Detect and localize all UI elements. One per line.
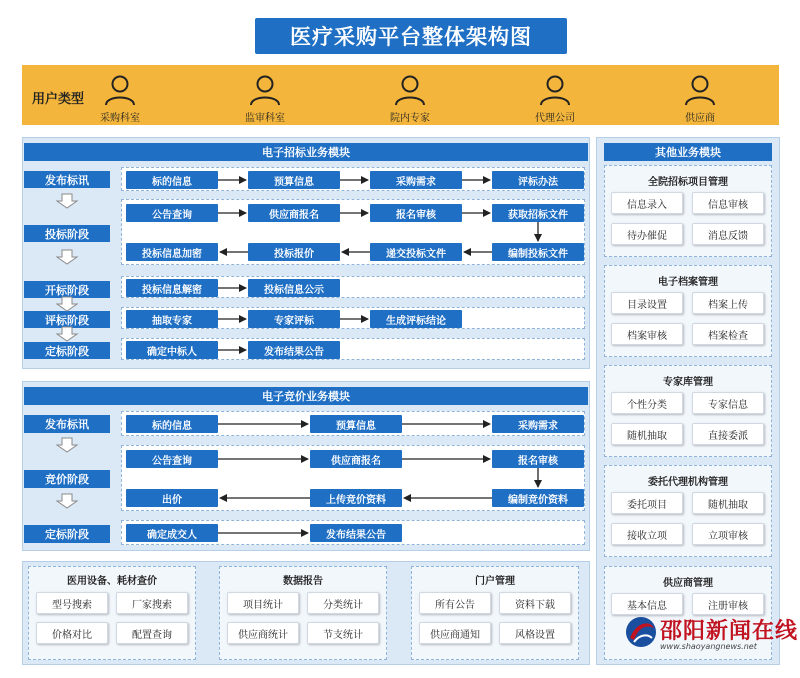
- user-icon: [248, 74, 282, 106]
- user-icon: [538, 74, 572, 106]
- tender-stage-3: 评标阶段: [24, 311, 110, 328]
- user-icon: [683, 74, 717, 106]
- tender-node: 公告查询: [126, 204, 218, 222]
- bottom-group-item: 供应商通知: [419, 622, 491, 644]
- bottom-group-item: 价格对比: [36, 622, 108, 644]
- tender-node: 预算信息: [248, 171, 340, 189]
- tender-node: 递交投标文件: [370, 243, 462, 261]
- tender-node: 确定中标人: [126, 341, 218, 359]
- tender-module-title: 电子招标业务模块: [24, 143, 588, 161]
- bottom-group-item: 风格设置: [499, 622, 571, 644]
- other-group-item: 专家信息: [692, 392, 764, 414]
- bid-node: 发布结果公告: [310, 524, 402, 542]
- bottom-group-item: 供应商统计: [227, 622, 299, 644]
- bid-module-title: 电子竞价业务模块: [24, 387, 588, 405]
- tender-node: 专家评标: [248, 310, 340, 328]
- bottom-group-item: 所有公告: [419, 592, 491, 614]
- other-group-title: 供应商管理: [663, 578, 713, 589]
- tender-node: 供应商报名: [248, 204, 340, 222]
- other-group-title: 电子档案管理: [658, 277, 718, 288]
- tender-node: 报名审核: [370, 204, 462, 222]
- tender-node: 获取招标文件: [492, 204, 584, 222]
- user-type-4: [660, 74, 740, 124]
- user-type-1: [225, 74, 305, 124]
- bottom-group-title: 门户管理: [475, 576, 515, 587]
- tender-node: 编制投标文件: [492, 243, 584, 261]
- other-group-item: 直接委派: [692, 423, 764, 445]
- bid-node: 确定成交人: [126, 524, 218, 542]
- user-icon: [393, 74, 427, 106]
- other-group-item: 待办催促: [611, 223, 683, 245]
- user-type-label: 供应商: [685, 113, 715, 124]
- tender-node: 标的信息: [126, 171, 218, 189]
- bottom-group-title: 数据报告: [283, 576, 323, 587]
- other-group-item: 档案审核: [611, 323, 683, 345]
- other-group-item: 个性分类: [611, 392, 683, 414]
- user-type-label: 代理公司: [535, 113, 575, 124]
- user-type-0: [80, 74, 160, 124]
- bid-stage-0: 发布标讯: [24, 415, 110, 433]
- bid-node: 标的信息: [126, 415, 218, 433]
- bid-node: 上传竞价资料: [310, 489, 402, 507]
- bottom-group-item: 型号搜索: [36, 592, 108, 614]
- user-type-3: [515, 74, 595, 124]
- other-group-item: 消息反馈: [692, 223, 764, 245]
- other-group-item: 目录设置: [611, 292, 683, 314]
- other-group-item: 委托项目: [611, 492, 683, 514]
- bid-node: 采购需求: [492, 415, 584, 433]
- tender-node: 发布结果公告: [248, 341, 340, 359]
- other-group-item: 接收立项: [611, 523, 683, 545]
- tender-node: 投标信息解密: [126, 279, 218, 297]
- watermark-logo-icon: [624, 614, 658, 650]
- other-group-item: 随机抽取: [692, 492, 764, 514]
- other-group-item: 随机抽取: [611, 423, 683, 445]
- bid-node: 供应商报名: [310, 450, 402, 468]
- bottom-group-item: 节支统计: [307, 622, 379, 644]
- other-group-item: 信息录入: [611, 192, 683, 214]
- other-group-item: 档案检查: [692, 323, 764, 345]
- other-group-item: 信息审核: [692, 192, 764, 214]
- tender-node: 投标信息公示: [248, 279, 340, 297]
- watermark-url: www.shaoyangnews.net: [660, 642, 757, 651]
- tender-node: 投标信息加密: [126, 243, 218, 261]
- bid-stage-2: 定标阶段: [24, 525, 110, 543]
- other-module-title: 其他业务模块: [604, 143, 772, 161]
- bottom-group-item: 分类统计: [307, 592, 379, 614]
- tender-stage-2: 开标阶段: [24, 281, 110, 298]
- user-types-label: 用户类型: [32, 92, 85, 107]
- other-group-title: 委托代理机构管理: [648, 477, 728, 488]
- user-type-label: 监审科室: [245, 113, 285, 124]
- bid-node: 出价: [126, 489, 218, 507]
- other-group-item: 注册审核: [692, 593, 764, 615]
- other-group-item: 档案上传: [692, 292, 764, 314]
- bottom-group-item: 项目统计: [227, 592, 299, 614]
- bid-node: 编制竞价资料: [492, 489, 584, 507]
- tender-node: 投标报价: [248, 243, 340, 261]
- bottom-group-item: 厂家搜索: [116, 592, 188, 614]
- other-group-title: 专家库管理: [663, 377, 713, 388]
- other-group-item: 立项审核: [692, 523, 764, 545]
- watermark-text: 邵阳新闻在线: [660, 619, 799, 644]
- tender-node: 采购需求: [370, 171, 462, 189]
- bottom-group-item: 配置查询: [116, 622, 188, 644]
- bottom-group-item: 资料下载: [499, 592, 571, 614]
- user-type-label: 院内专家: [390, 113, 430, 124]
- tender-stage-4: 定标阶段: [24, 342, 110, 359]
- other-group-item: 基本信息: [611, 593, 683, 615]
- tender-node: 生成评标结论: [370, 310, 462, 328]
- bottom-group-title: 医用设备、耗材查价: [67, 576, 157, 587]
- other-group-title: 全院招标项目管理: [648, 177, 728, 188]
- user-type-2: [370, 74, 450, 124]
- tender-node: 评标办法: [492, 171, 584, 189]
- diagram-title: 医疗采购平台整体架构图: [255, 18, 567, 54]
- tender-stage-0: 发布标讯: [24, 171, 110, 188]
- bid-node: 预算信息: [310, 415, 402, 433]
- user-type-label: 采购科室: [100, 113, 140, 124]
- bid-node: 报名审核: [492, 450, 584, 468]
- bid-stage-1: 竞价阶段: [24, 470, 110, 488]
- tender-stage-1: 投标阶段: [24, 225, 110, 242]
- user-icon: [103, 74, 137, 106]
- bid-node: 公告查询: [126, 450, 218, 468]
- tender-node: 抽取专家: [126, 310, 218, 328]
